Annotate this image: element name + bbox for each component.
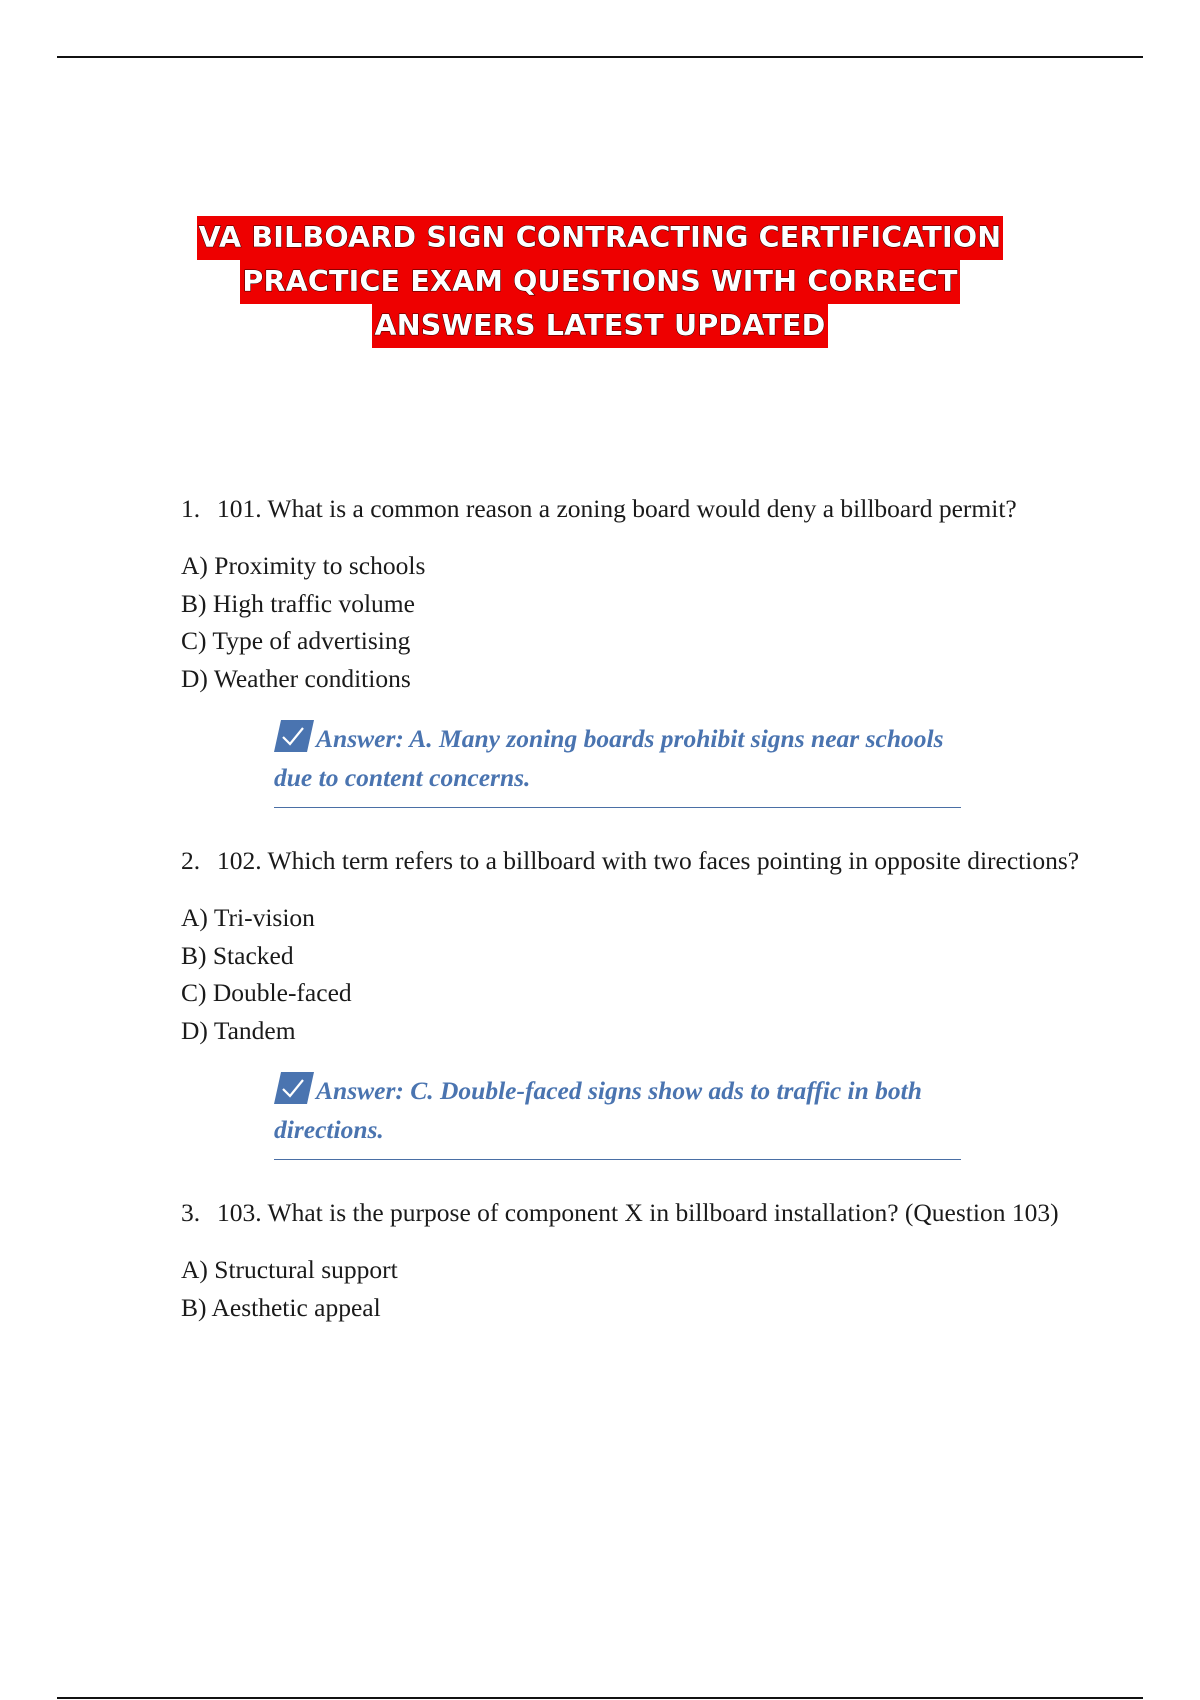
question-stem [181, 842, 1081, 879]
answer-block [274, 1071, 961, 1160]
option-item: C) Double-faced [181, 978, 352, 1007]
question-text: 103. What is the purpose of component X in billboard installation? (Question 103) [217, 1198, 1059, 1227]
answer-text: Answer: A. Many zoning boards prohibit signs near schools due to content concerns. [274, 724, 944, 792]
option-item: C) Type of advertising [181, 626, 411, 655]
option-list [181, 547, 1081, 697]
option-item: B) Aesthetic appeal [181, 1292, 381, 1322]
option-item: A) Proximity to schools [181, 551, 426, 580]
question-stem [181, 490, 1081, 527]
answer-text: Answer: C. Double-faced signs show ads to traffic in both directions. [274, 1076, 922, 1144]
question-number: 2. [181, 846, 201, 875]
option-item: B) Stacked [181, 940, 294, 970]
option-item: D) Tandem [181, 1015, 296, 1045]
title-line-3: ANSWERS LATEST UPDATED [372, 304, 827, 348]
footer-rule [57, 1697, 1143, 1699]
option-item: A) Structural support [181, 1255, 398, 1284]
document-title [0, 216, 1200, 348]
option-list [181, 899, 1081, 1049]
question-number: 1. [181, 494, 201, 523]
title-line-2: PRACTICE EXAM QUESTIONS WITH CORRECT [240, 260, 959, 304]
question-item [181, 842, 1081, 1160]
question-number: 3. [181, 1198, 201, 1227]
question-text: 101. What is a common reason a zoning board would deny a billboard permit? [217, 494, 1017, 523]
question-item [181, 1194, 1081, 1326]
question-text: 102. Which term refers to a billboard with two faces pointing in opposite directions? [217, 846, 1080, 875]
title-line-1: VA BILBOARD SIGN CONTRACTING CERTIFICATION [197, 216, 1004, 260]
question-item [181, 490, 1081, 808]
question-stem [181, 1194, 1081, 1231]
checkmark-icon [274, 720, 314, 752]
checkmark-icon [274, 1072, 314, 1104]
header-rule [57, 56, 1143, 58]
option-item: B) High traffic volume [181, 588, 415, 618]
option-item: A) Tri-vision [181, 903, 315, 932]
question-list [181, 490, 1081, 1326]
answer-block [274, 719, 961, 808]
option-item: D) Weather conditions [181, 663, 411, 693]
option-list [181, 1251, 1081, 1326]
